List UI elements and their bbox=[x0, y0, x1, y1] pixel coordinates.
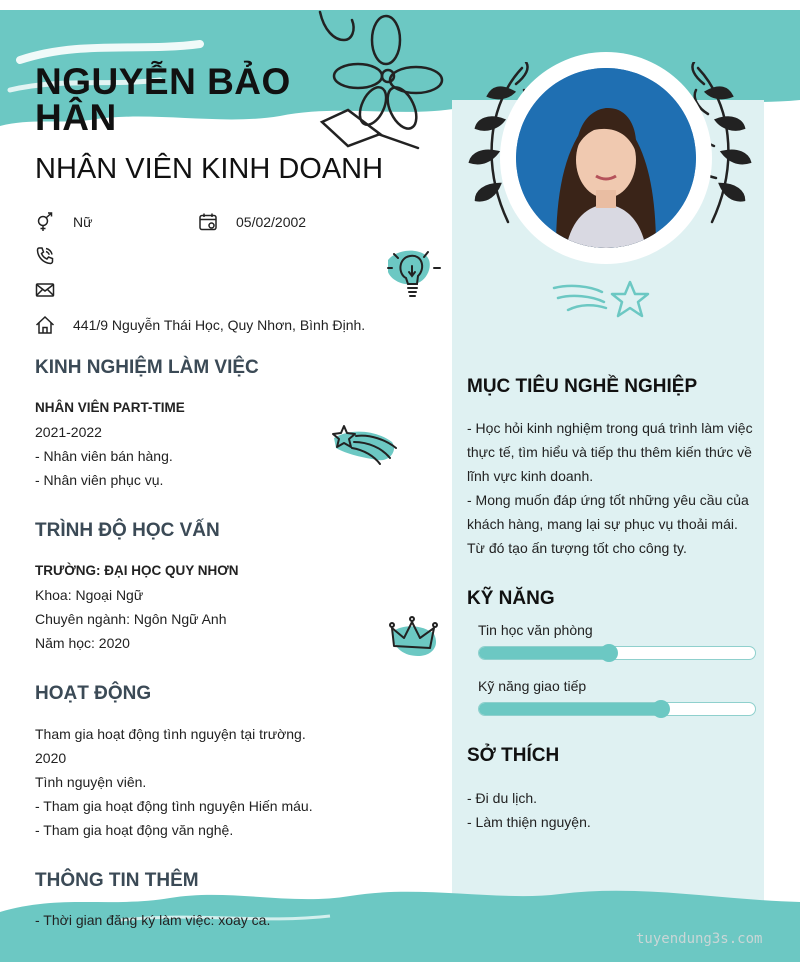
experience-job-title: NHÂN VIÊN PART-TIME bbox=[35, 400, 185, 415]
skill-bar-office bbox=[478, 646, 756, 660]
gender-icon bbox=[35, 212, 55, 232]
skill-label-communication: Kỹ năng giao tiếp bbox=[478, 678, 587, 694]
gender-row bbox=[35, 212, 92, 232]
skill-bar-knob bbox=[652, 700, 670, 718]
additional-info-line: - Thời gian đăng ký làm việc: xoay ca. bbox=[35, 912, 271, 928]
address-value: 441/9 Nguyễn Thái Học, Quy Nhơn, Bình Định. bbox=[73, 317, 366, 333]
shooting-star-doodle-icon bbox=[330, 418, 402, 470]
home-icon bbox=[35, 315, 55, 335]
experience-period: 2021-2022 bbox=[35, 424, 102, 440]
lightbulb-doodle-icon bbox=[384, 246, 448, 302]
activities-heading: HOẠT ĐỘNG bbox=[35, 683, 152, 704]
phone-icon bbox=[35, 246, 55, 266]
additional-info-heading: THÔNG TIN THÊM bbox=[35, 870, 199, 891]
phone-row bbox=[35, 246, 73, 266]
experience-item: - Nhân viên bán hàng. bbox=[35, 448, 173, 464]
activity-line: 2020 bbox=[35, 750, 67, 766]
activity-line: Tham gia hoạt động tình nguyện tại trường. bbox=[35, 726, 306, 742]
experience-item: - Nhân viên phục vụ. bbox=[35, 472, 164, 488]
activity-line: - Tham gia hoạt động văn nghệ. bbox=[35, 822, 234, 838]
skill-bar-knob bbox=[600, 644, 618, 662]
skill-bar-fill bbox=[479, 647, 609, 659]
envelope-icon bbox=[35, 280, 55, 300]
education-school: TRƯỜNG: ĐẠI HỌC QUY NHƠN bbox=[35, 563, 239, 578]
candidate-name: NGUYỄN BẢO HÂN bbox=[35, 61, 291, 138]
skill-bar-fill bbox=[479, 703, 661, 715]
profile-photo bbox=[516, 68, 696, 248]
address-row bbox=[35, 315, 365, 335]
education-faculty: Khoa: Ngoại Ngữ bbox=[35, 587, 144, 603]
birthdate-row bbox=[198, 212, 306, 232]
skill-label-office: Tin học văn phòng bbox=[478, 622, 593, 638]
watermark: tuyendung3s.com bbox=[636, 931, 763, 947]
education-year: Năm học: 2020 bbox=[35, 635, 130, 651]
activity-line: Tình nguyện viên. bbox=[35, 774, 147, 790]
objective-paragraph-2: - Mong muốn đáp ứng tốt những yêu cầu của khách hàng, mang lại sự phục vụ thoải mái. Từ đó tạo ấn tượng tốt cho công ty. bbox=[467, 492, 749, 556]
birthdate-value: 05/02/2002 bbox=[236, 214, 307, 230]
objective-paragraph-1: - Học hỏi kinh nghiệm trong quá trình làm việc thực tế, tìm hiểu và tiếp thu thêm kiến thức về lĩnh vực kinh doanh. bbox=[467, 420, 753, 484]
education-major: Chuyên ngành: Ngôn Ngữ Anh bbox=[35, 611, 227, 627]
experience-heading: KINH NGHIỆM LÀM VIỆC bbox=[35, 357, 259, 378]
hobby-item: - Đi du lịch. bbox=[467, 790, 538, 806]
candidate-position: NHÂN VIÊN KINH DOANH bbox=[35, 153, 384, 185]
activity-line: - Tham gia hoạt động tình nguyện Hiến máu. bbox=[35, 798, 313, 814]
crown-doodle-icon bbox=[388, 616, 442, 660]
gender-value: Nữ bbox=[73, 214, 93, 230]
star-swoosh-doodle-icon bbox=[550, 280, 654, 328]
hobby-item: - Làm thiện nguyện. bbox=[467, 814, 591, 830]
education-heading: TRÌNH ĐỘ HỌC VẤN bbox=[35, 520, 220, 541]
skill-bar-communication bbox=[478, 702, 756, 716]
skills-heading: KỸ NĂNG bbox=[467, 588, 555, 609]
calendar-icon bbox=[198, 212, 218, 232]
hobbies-heading: SỞ THÍCH bbox=[467, 745, 560, 766]
email-row bbox=[35, 280, 73, 300]
objective-heading: MỤC TIÊU NGHỀ NGHIỆP bbox=[467, 376, 698, 397]
